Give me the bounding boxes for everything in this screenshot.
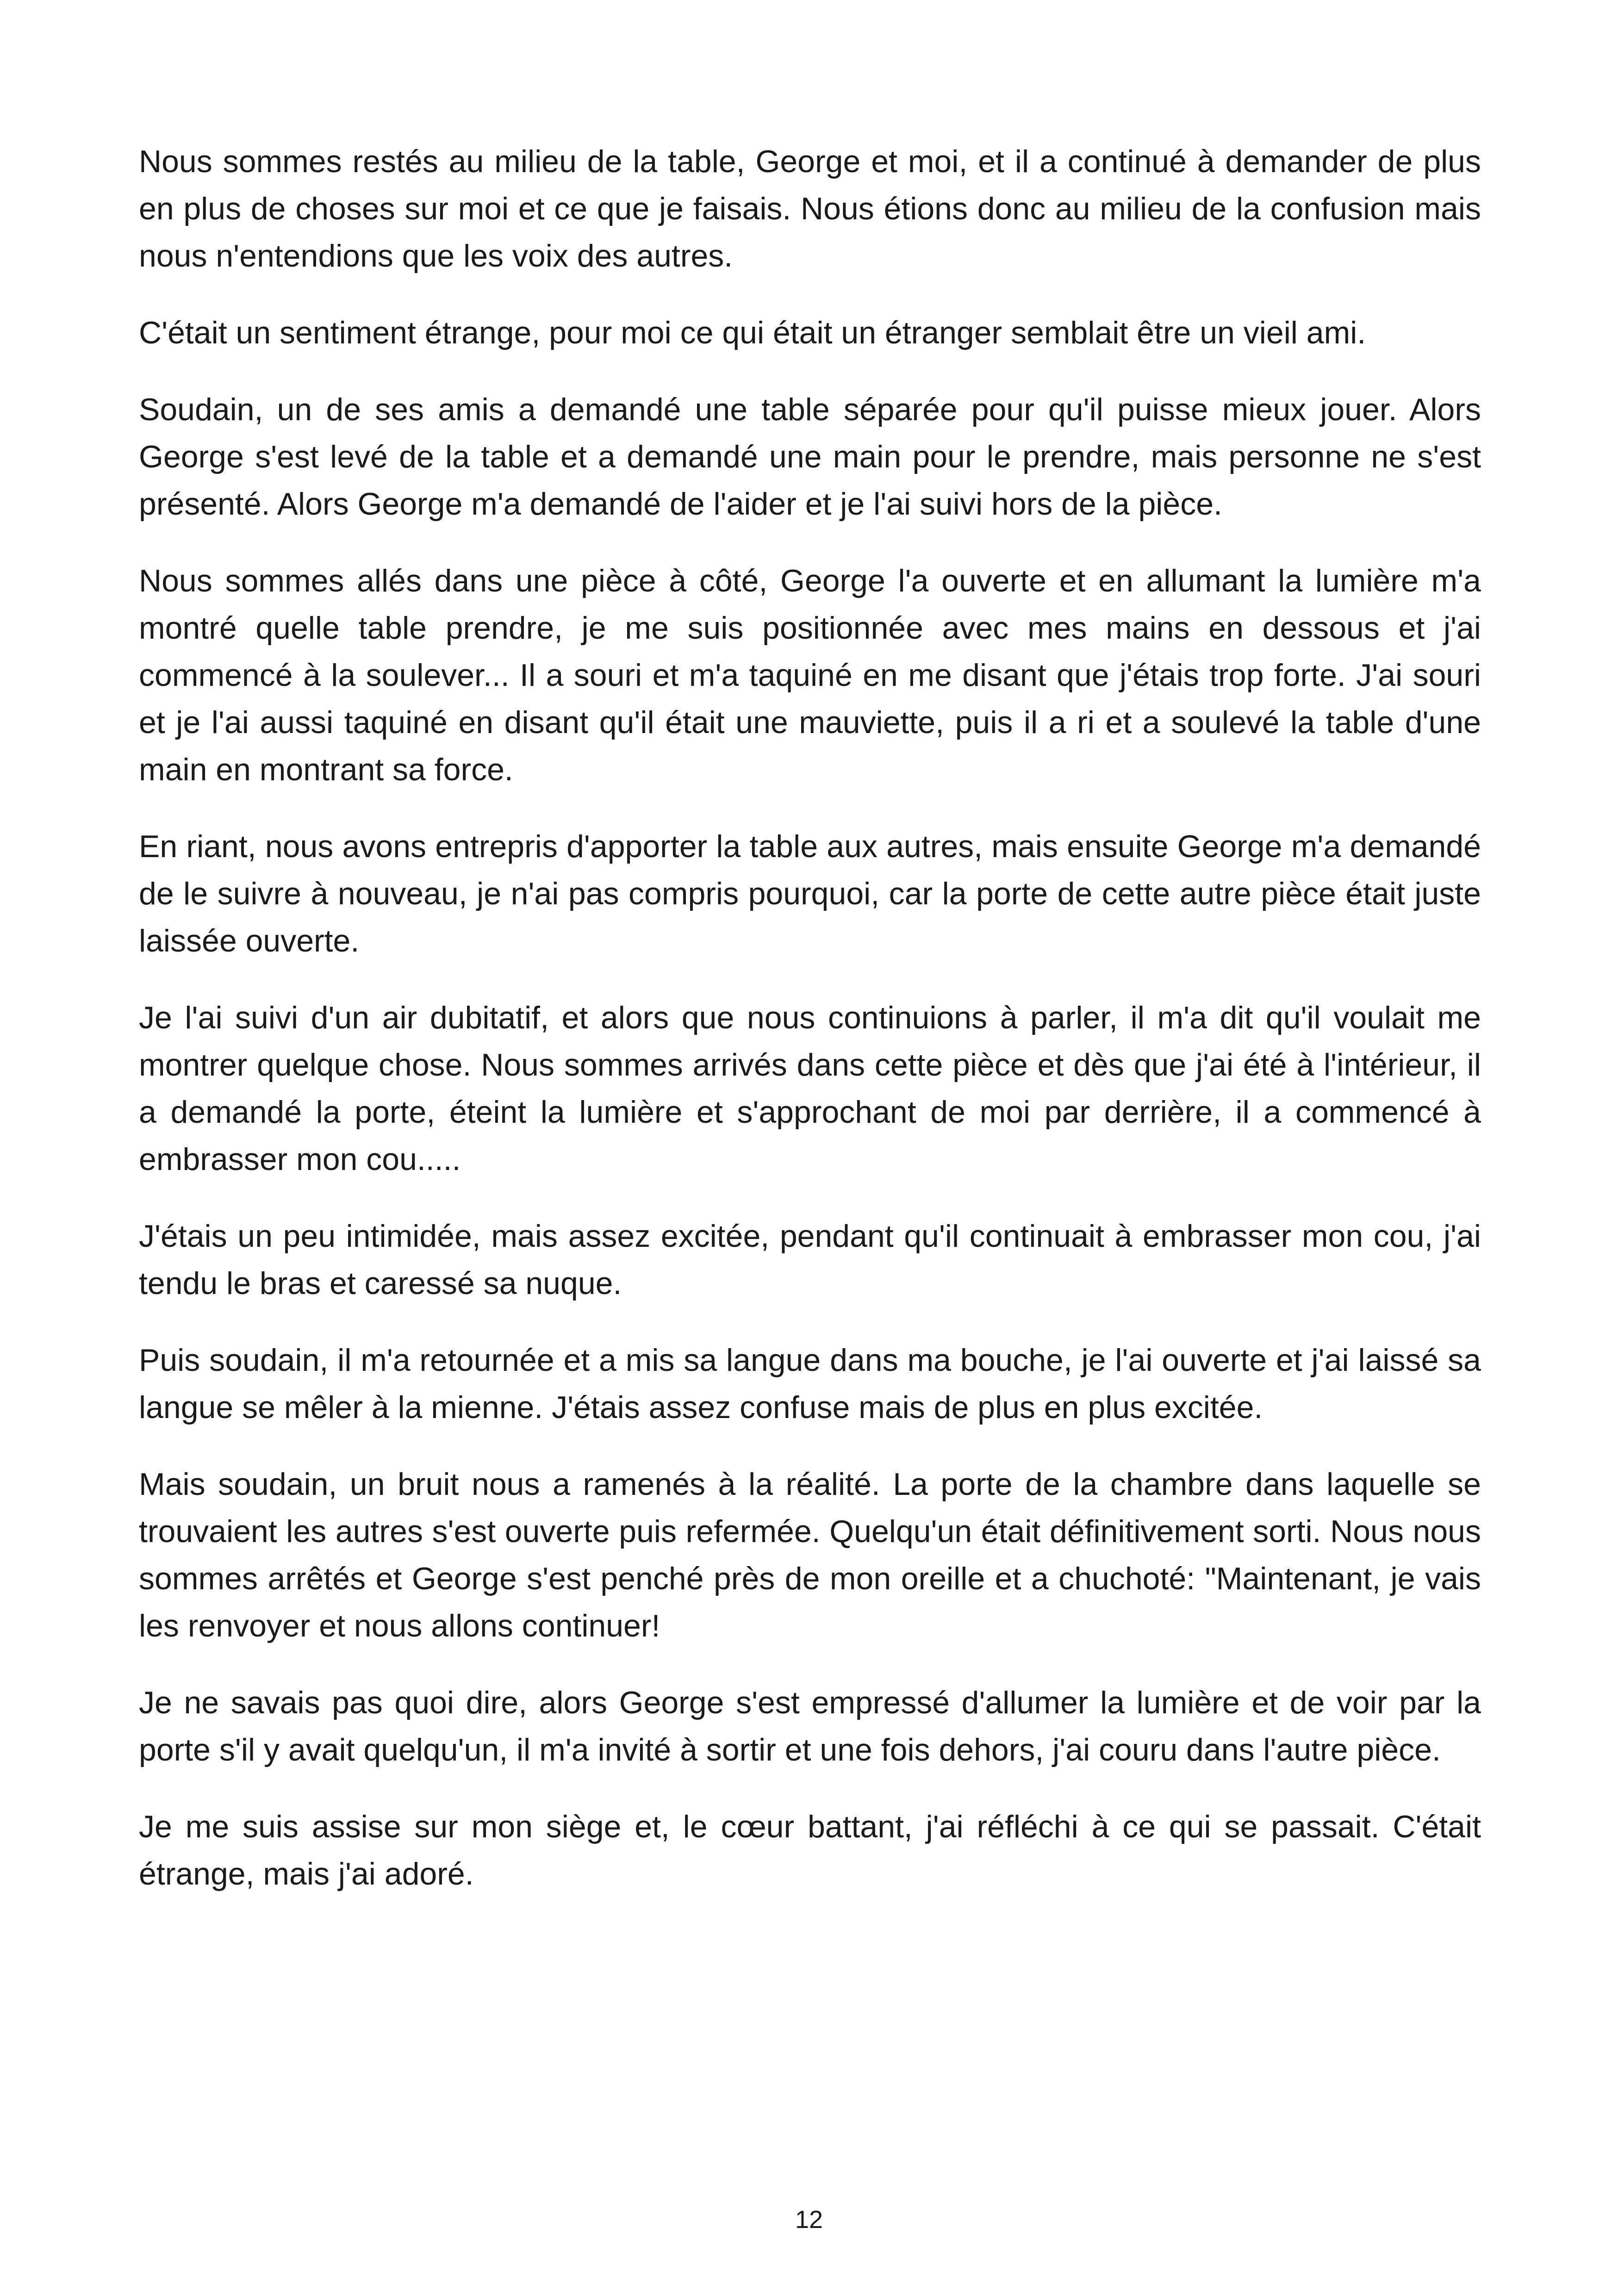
paragraph-8: Puis soudain, il m'a retournée et a mis sa langue dans ma bouche, je l'ai ouverte et j'ai laissé sa langue se mêler à la mienne. J'étais assez confuse mais de plus en plus excitée. [139, 1343, 1481, 1425]
page-number: 12 [795, 2206, 823, 2234]
paragraph-11: Je me suis assise sur mon siège et, le cœur battant, j'ai réfléchi à ce qui se passait. C'était étrange, mais j'ai adoré. [139, 1809, 1481, 1892]
paragraph-3: Soudain, un de ses amis a demandé une table séparée pour qu'il puisse mieux jouer. Alors George s'est levé de la table et a demandé une main pour le prendre, mais personne ne s'est présenté. Alors George m'a demandé de l'aider et je l'ai suivi hors de la pièce. [139, 392, 1481, 522]
paragraph-4: Nous sommes allés dans une pièce à côté, George l'a ouverte et en allumant la lumière m'a montré quelle table prendre, je me suis positionnée avec mes mains en dessous et j'ai commencé à la soulever... Il a souri et m'a taquiné en me disant que j'étais trop forte. J'ai souri et je l'ai aussi taquiné en disant qu'il était une mauviette, puis il a ri et a soulevé la table d'une main en montrant sa force. [139, 563, 1481, 787]
paragraph-5: En riant, nous avons entrepris d'apporter la table aux autres, mais ensuite George m'a demandé de le suivre à nouveau, je n'ai pas compris pourquoi, car la porte de cette autre pièce était juste laissée ouverte. [139, 829, 1481, 958]
paragraph-1: Nous sommes restés au milieu de la table, George et moi, et il a continué à demander de plus en plus de choses sur moi et ce que je faisais. Nous étions donc au milieu de la confusion mais nous n'entendions que les voix des autres. [139, 144, 1481, 274]
paragraph-6: Je l'ai suivi d'un air dubitatif, et alors que nous continuions à parler, il m'a dit qu'il voulait me montrer quelque chose. Nous sommes arrivés dans cette pièce et dès que j'ai été à l'intérieur, il a demandé la porte, éteint la lumière et s'approchant de moi par derrière, il a commencé à embrasser mon cou..... [139, 1000, 1481, 1177]
body-text [139, 138, 1481, 1927]
paragraph-10: Je ne savais pas quoi dire, alors George s'est empressé d'allumer la lumière et de voir par la porte s'il y avait quelqu'un, il m'a invité à sortir et une fois dehors, j'ai couru dans l'autre pièce. [139, 1685, 1481, 1767]
paragraph-7: J'étais un peu intimidée, mais assez excitée, pendant qu'il continuait à embrasser mon cou, j'ai tendu le bras et caressé sa nuque. [139, 1219, 1481, 1301]
paragraph-2: C'était un sentiment étrange, pour moi ce qui était un étranger semblait être un vieil ami. [139, 315, 1366, 350]
paragraph-9: Mais soudain, un bruit nous a ramenés à la réalité. La porte de la chambre dans laquelle se trouvaient les autres s'est ouverte puis refermée. Quelqu'un était définitivement sorti. Nous nous sommes arrêtés et George s'est penché près de mon oreille et a chuchoté: "Maintenant, je vais les renvoyer et nous allons continuer! [139, 1467, 1481, 1643]
